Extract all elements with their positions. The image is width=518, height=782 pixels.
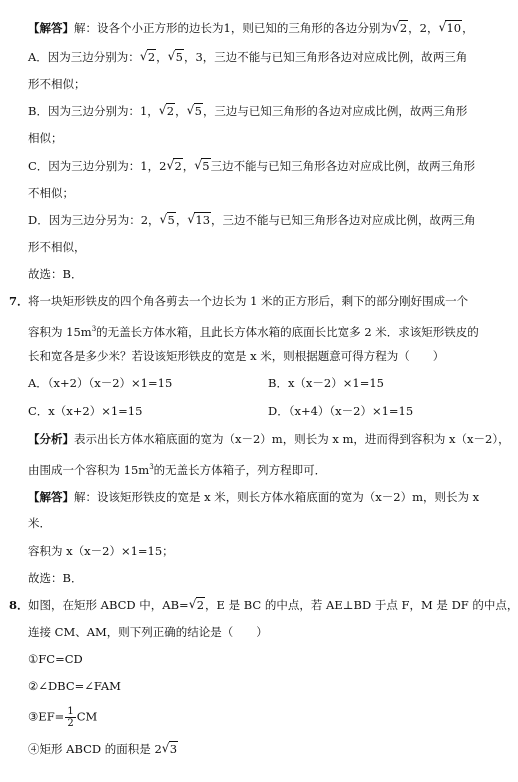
- solution: 【解答】解：设该矩形铁皮的宽是 x 米，则长方体水箱底面的宽为（x－2）m，则长为 x: [28, 490, 480, 504]
- answer-choice: 故选：B．: [28, 571, 83, 585]
- question-text: 将一块矩形铁皮的四个角各剪去一个边长为 1 米的正方形后，剩下的部分刚好围成一个: [28, 294, 469, 308]
- statement-3: ③EF= $\frac{1}{2}$ CM: [28, 706, 98, 729]
- question-text: 长和宽各是多少米？若设该矩形铁皮的宽是 x 米，则根据题意可得方程为（ ）: [28, 349, 445, 363]
- question-text: 连接 CM、AM，则下列正确的结论是（ ）: [28, 625, 268, 639]
- answer-heading: 【解答】: [28, 21, 74, 35]
- answer-choice: 故选：B．: [28, 267, 83, 281]
- option-d-analysis-cont: 形不相似，: [28, 240, 86, 254]
- solution-cont: 米．: [28, 516, 51, 530]
- choice-c: C．x（x+2）×1=15: [28, 404, 143, 418]
- option-d-analysis: D．因为三边分另为：2，√ 5，√ 13，三边不能与已知三角形各边对应成比例，故两三角: [28, 213, 476, 227]
- analysis: 【分析】表示出长方体水箱底面的宽为（x－2）m，则长为 x m，进而得到容积为 x（x－2），: [28, 432, 510, 446]
- solution-volume: 容积为 x（x－2）×1=15；: [28, 544, 174, 558]
- analysis-cont: 由围成一个容积为 $15m^3$的无盖长方体箱子，列方程即可．: [28, 462, 327, 477]
- option-a-analysis-cont: 形不相似；: [28, 77, 86, 91]
- choice-b: B．x（x－2）×1=15: [268, 376, 384, 390]
- statement-1: ①FC=CD: [28, 652, 83, 666]
- question-text: 如图，在矩形 ABCD 中，AB=√ 2，E 是 BC 的中点，若 AE⊥BD 于点 F，M 是 DF 的中点，: [28, 598, 518, 612]
- question-number: 8．: [9, 598, 29, 612]
- choice-a: A．（x+2）（x－2）×1=15: [28, 376, 173, 390]
- option-c-analysis-cont: 不相似；: [28, 186, 74, 200]
- answer-6-intro: 【解答】解：设各个小正方形的边长为1，则已知的三角形的各边分别为√ 2，2，√ 10，: [28, 21, 474, 35]
- option-b-analysis-cont: 相似；: [28, 131, 63, 145]
- statement-4: ④矩形 ABCD 的面积是 2√ 3: [28, 742, 178, 756]
- option-c-analysis: C．因为三边分别为：1，2√ 2，√ 5三边不能与已知三角形各边对应成比例，故两三角形: [28, 159, 475, 173]
- option-a-analysis: A．因为三边分别为：√ 2，√ 5，3，三边不能与已知三角形各边对应成比例，故两三角: [28, 50, 467, 64]
- question-text: 容积为 $15m^3$的无盖长方体水箱，且此长方体水箱的底面长比宽多 2 米．求该矩形铁皮的: [28, 324, 479, 339]
- choice-d: D．（x+4）（x－2）×1=15: [268, 404, 414, 418]
- question-number: 7．: [9, 294, 29, 308]
- statement-2: ②∠DBC=∠FAM: [28, 679, 121, 693]
- option-b-analysis: B．因为三边分别为：1，√ 2，√ 5，三边与已知三角形的各边对应成比例，故两三角形: [28, 104, 467, 118]
